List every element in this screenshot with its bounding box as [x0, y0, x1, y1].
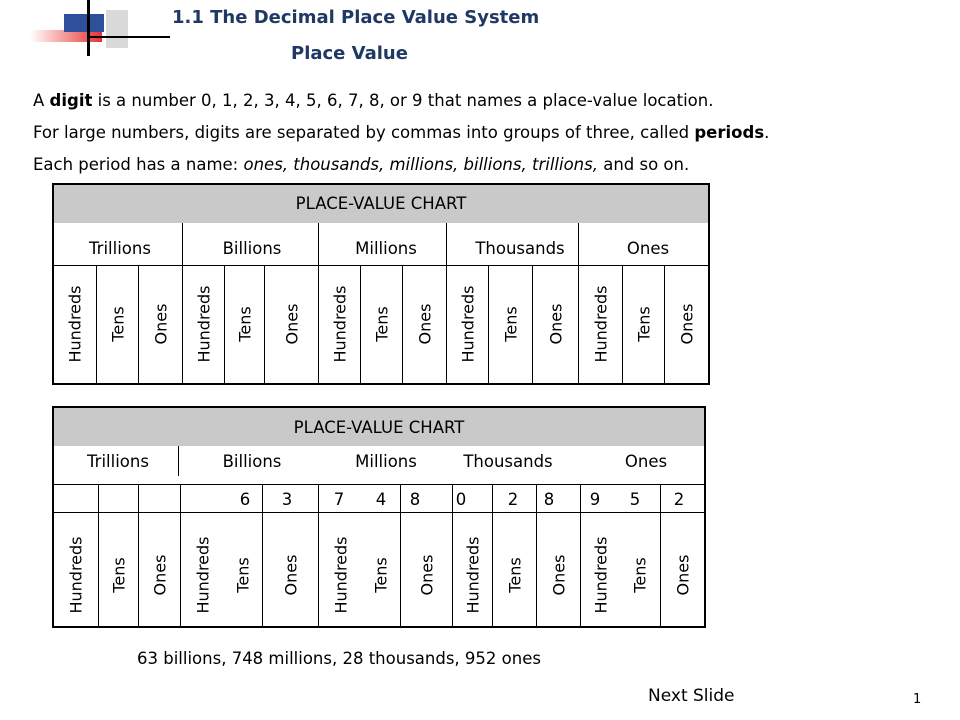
period-thousands: Thousands: [463, 452, 553, 471]
digit-ones-ones: 2: [673, 490, 685, 509]
column-millions-ones: Ones: [402, 265, 447, 383]
column-thousands-hundreds: Hundreds: [446, 265, 489, 383]
digit-thousands-ones: 8: [543, 490, 555, 509]
column-billions-tens: Tens: [233, 557, 253, 593]
column-billions-ones: Ones: [264, 265, 319, 383]
slide-title: 1.1 The Decimal Place Value System: [172, 7, 540, 28]
column-thousands-ones: Ones: [532, 265, 579, 383]
digit-billions-ones: 3: [281, 490, 293, 509]
column-millions-tens: Tens: [360, 265, 403, 383]
column-trillions-ones: Ones: [138, 484, 181, 626]
column-thousands-tens: Tens: [492, 484, 537, 626]
column-millions-ones: Ones: [400, 484, 453, 626]
column-trillions-tens: Tens: [98, 484, 139, 626]
digit-ones-hundreds: 9: [589, 490, 601, 509]
period-millions: Millions: [355, 239, 417, 258]
digit-millions-hundreds: 7: [333, 490, 345, 509]
digit-ones-tens: 5: [629, 490, 641, 509]
digit-billions-tens: 6: [239, 490, 251, 509]
column-trillions-ones: Ones: [138, 265, 183, 383]
place-columns: [54, 484, 704, 626]
column-ones-ones: Ones: [664, 265, 709, 383]
column-trillions-hundreds: Hundreds: [66, 536, 86, 614]
place-columns: [54, 265, 708, 383]
column-trillions-hundreds: Hundreds: [65, 285, 85, 363]
period-thousands: Thousands: [475, 239, 565, 258]
slide-subtitle: Place Value: [291, 43, 408, 64]
column-millions-hundreds: Hundreds: [318, 484, 363, 626]
period-billions: Billions: [222, 239, 282, 258]
column-thousands-hundreds: Hundreds: [452, 484, 493, 626]
column-billions-hundreds: Hundreds: [182, 265, 225, 383]
column-thousands-tens: Tens: [488, 265, 533, 383]
digit-thousands-hundreds: 0: [455, 490, 467, 509]
slide-logo: [30, 0, 170, 56]
column-billions-hundreds: Hundreds: [180, 484, 225, 626]
period-ones: Ones: [626, 239, 670, 258]
column-trillions-tens: Tens: [96, 265, 139, 383]
column-millions-hundreds: Hundreds: [318, 265, 361, 383]
chart-title: PLACE-VALUE CHART: [54, 408, 704, 446]
place-value-chart-example: [52, 406, 706, 628]
example-reading: 63 billions, 748 millions, 28 thousands, 952 ones: [137, 649, 541, 668]
digit-millions-ones: 8: [409, 490, 421, 509]
digit-millions-tens: 4: [375, 490, 387, 509]
paragraph-period-names: Each period has a name: ones, thousands, millions, billions, trillions, and so on.: [33, 155, 690, 174]
column-ones-tens: Tens: [622, 265, 665, 383]
column-billions-ones: Ones: [262, 484, 319, 626]
period-billions: Billions: [222, 452, 282, 471]
next-slide-link[interactable]: Next Slide: [648, 686, 735, 706]
period-trillions: Trillions: [89, 239, 151, 258]
paragraph-periods: For large numbers, digits are separated by commas into groups of three, called periods.: [33, 123, 770, 142]
period-trillions: Trillions: [87, 452, 149, 471]
column-ones-ones: Ones: [660, 484, 705, 626]
column-ones-hundreds: Hundreds: [578, 265, 623, 383]
digit-thousands-tens: 2: [507, 490, 519, 509]
column-ones-hundreds: Hundreds: [580, 484, 621, 626]
column-ones-tens: Tens: [630, 557, 650, 593]
paragraph-digit: A digit is a number 0, 1, 2, 3, 4, 5, 6, 7, 8, or 9 that names a place-value location.: [33, 91, 714, 110]
place-value-chart-empty: [52, 183, 710, 385]
period-millions: Millions: [355, 452, 417, 471]
chart-title: PLACE-VALUE CHART: [54, 185, 708, 223]
page-number: 1: [913, 692, 922, 707]
column-billions-tens: Tens: [224, 265, 265, 383]
column-millions-tens: Tens: [371, 557, 391, 593]
column-thousands-ones: Ones: [536, 484, 581, 626]
period-ones: Ones: [624, 452, 668, 471]
